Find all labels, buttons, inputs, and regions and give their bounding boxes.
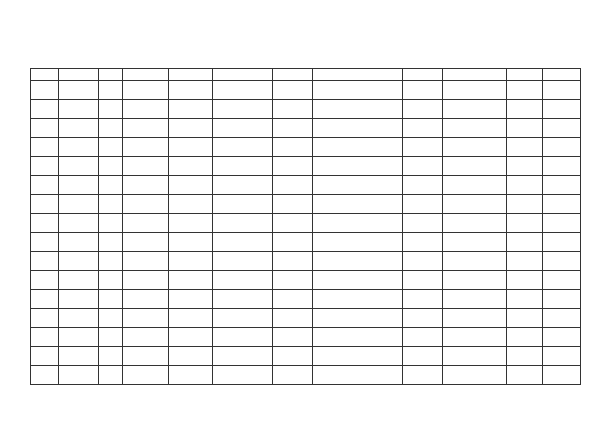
table-cell: [213, 157, 273, 176]
table-cell: [273, 366, 313, 385]
table-cell: [123, 100, 169, 119]
table-cell: [123, 81, 169, 100]
table-cell: [123, 252, 169, 271]
table-row: [31, 366, 581, 385]
column-header: [169, 69, 213, 81]
table-cell: [507, 176, 543, 195]
table-body: [31, 81, 581, 385]
table-cell: [31, 176, 59, 195]
table-cell: [273, 195, 313, 214]
table-cell: [169, 214, 213, 233]
table-cell: [169, 328, 213, 347]
table-cell: [169, 157, 213, 176]
table-row: [31, 347, 581, 366]
table-cell: [31, 252, 59, 271]
table-cell: [169, 309, 213, 328]
table-cell: [213, 309, 273, 328]
table-cell: [403, 138, 443, 157]
table-cell: [443, 100, 507, 119]
table-cell: [313, 157, 403, 176]
table-cell: [507, 366, 543, 385]
table-cell: [31, 366, 59, 385]
table-row: [31, 119, 581, 138]
table-cell: [123, 366, 169, 385]
table-cell: [123, 176, 169, 195]
table-cell: [123, 214, 169, 233]
table-cell: [543, 138, 581, 157]
table-cell: [59, 366, 99, 385]
table-cell: [213, 176, 273, 195]
table-row: [31, 214, 581, 233]
table-cell: [403, 119, 443, 138]
table-cell: [543, 233, 581, 252]
table-cell: [31, 214, 59, 233]
table-cell: [273, 309, 313, 328]
table-cell: [443, 366, 507, 385]
table-cell: [99, 176, 123, 195]
table-cell: [507, 81, 543, 100]
table-cell: [273, 252, 313, 271]
table-cell: [213, 119, 273, 138]
table-cell: [123, 290, 169, 309]
table-cell: [213, 290, 273, 309]
table-cell: [507, 157, 543, 176]
table-cell: [123, 119, 169, 138]
table-cell: [31, 233, 59, 252]
table-cell: [213, 347, 273, 366]
column-header: [443, 69, 507, 81]
table-cell: [31, 157, 59, 176]
table-cell: [273, 233, 313, 252]
table-row: [31, 328, 581, 347]
table-cell: [403, 271, 443, 290]
table-cell: [59, 233, 99, 252]
table-cell: [543, 195, 581, 214]
table-cell: [443, 138, 507, 157]
table-header-row: [31, 69, 581, 81]
table-cell: [443, 328, 507, 347]
table-cell: [59, 252, 99, 271]
table-cell: [99, 233, 123, 252]
table-cell: [123, 195, 169, 214]
table-cell: [123, 271, 169, 290]
table-cell: [31, 81, 59, 100]
table-cell: [99, 328, 123, 347]
table-cell: [169, 271, 213, 290]
table-cell: [403, 347, 443, 366]
table-cell: [213, 214, 273, 233]
table-cell: [169, 195, 213, 214]
table-cell: [99, 214, 123, 233]
table-cell: [507, 119, 543, 138]
case-table: [30, 68, 581, 385]
table-cell: [403, 309, 443, 328]
table-cell: [313, 119, 403, 138]
table-cell: [99, 309, 123, 328]
table-cell: [403, 328, 443, 347]
table-cell: [403, 233, 443, 252]
table-cell: [59, 290, 99, 309]
table-cell: [169, 119, 213, 138]
table-cell: [313, 138, 403, 157]
table-cell: [59, 328, 99, 347]
table-cell: [99, 81, 123, 100]
table-cell: [443, 252, 507, 271]
table-cell: [31, 347, 59, 366]
column-header: [213, 69, 273, 81]
table-cell: [313, 252, 403, 271]
table-cell: [443, 347, 507, 366]
table-cell: [507, 138, 543, 157]
table-cell: [59, 347, 99, 366]
table-cell: [213, 366, 273, 385]
table-cell: [313, 214, 403, 233]
table-cell: [543, 119, 581, 138]
table-cell: [99, 195, 123, 214]
table-cell: [543, 366, 581, 385]
table-cell: [169, 252, 213, 271]
table-cell: [213, 81, 273, 100]
table-cell: [213, 195, 273, 214]
table-row: [31, 233, 581, 252]
table-cell: [31, 119, 59, 138]
table-cell: [169, 100, 213, 119]
table-cell: [313, 81, 403, 100]
column-header: [507, 69, 543, 81]
table-cell: [273, 214, 313, 233]
table-row: [31, 271, 581, 290]
table-cell: [273, 347, 313, 366]
table-cell: [123, 328, 169, 347]
table-cell: [59, 138, 99, 157]
column-header: [99, 69, 123, 81]
table-cell: [169, 347, 213, 366]
table-cell: [507, 214, 543, 233]
table-cell: [507, 233, 543, 252]
table-cell: [507, 252, 543, 271]
table-cell: [99, 347, 123, 366]
table-cell: [273, 290, 313, 309]
table-cell: [213, 271, 273, 290]
table-cell: [99, 119, 123, 138]
table-row: [31, 290, 581, 309]
table-cell: [403, 100, 443, 119]
table-cell: [543, 214, 581, 233]
table-row: [31, 100, 581, 119]
table-cell: [99, 366, 123, 385]
table-cell: [403, 157, 443, 176]
table-cell: [443, 309, 507, 328]
table-cell: [313, 328, 403, 347]
table-cell: [273, 138, 313, 157]
table-cell: [403, 176, 443, 195]
table-cell: [99, 252, 123, 271]
table-cell: [543, 271, 581, 290]
table-row: [31, 309, 581, 328]
table-cell: [313, 290, 403, 309]
table-cell: [31, 328, 59, 347]
column-header: [543, 69, 581, 81]
table-cell: [543, 81, 581, 100]
table-cell: [543, 290, 581, 309]
table-row: [31, 81, 581, 100]
table-cell: [543, 176, 581, 195]
table-cell: [59, 195, 99, 214]
table-cell: [31, 195, 59, 214]
table-cell: [169, 176, 213, 195]
table-cell: [273, 328, 313, 347]
table-cell: [59, 157, 99, 176]
table-cell: [313, 366, 403, 385]
table-cell: [213, 100, 273, 119]
table-cell: [507, 347, 543, 366]
table-cell: [403, 252, 443, 271]
table-cell: [543, 328, 581, 347]
table-row: [31, 138, 581, 157]
table-cell: [169, 366, 213, 385]
table-cell: [543, 309, 581, 328]
table-cell: [313, 233, 403, 252]
table-cell: [507, 309, 543, 328]
table-cell: [273, 100, 313, 119]
table-cell: [59, 176, 99, 195]
table-cell: [313, 100, 403, 119]
table-cell: [443, 290, 507, 309]
table-cell: [403, 81, 443, 100]
table-row: [31, 157, 581, 176]
table-cell: [31, 138, 59, 157]
table-cell: [507, 100, 543, 119]
table-row: [31, 195, 581, 214]
table-row: [31, 252, 581, 271]
table-cell: [313, 195, 403, 214]
table-cell: [273, 119, 313, 138]
table-cell: [507, 328, 543, 347]
column-header: [403, 69, 443, 81]
table-cell: [213, 252, 273, 271]
table-cell: [273, 176, 313, 195]
table-cell: [443, 119, 507, 138]
table-cell: [169, 81, 213, 100]
column-header: [313, 69, 403, 81]
column-header: [273, 69, 313, 81]
table-cell: [123, 309, 169, 328]
table-cell: [59, 100, 99, 119]
table-cell: [443, 176, 507, 195]
table-cell: [99, 100, 123, 119]
table-cell: [273, 157, 313, 176]
table-cell: [313, 271, 403, 290]
table-cell: [403, 290, 443, 309]
column-header: [59, 69, 99, 81]
table-cell: [403, 195, 443, 214]
table-cell: [543, 100, 581, 119]
table-cell: [59, 214, 99, 233]
table-cell: [99, 157, 123, 176]
table-cell: [59, 309, 99, 328]
table-cell: [31, 309, 59, 328]
column-header: [123, 69, 169, 81]
table-cell: [403, 214, 443, 233]
table-cell: [169, 290, 213, 309]
table-cell: [273, 81, 313, 100]
table-cell: [273, 271, 313, 290]
column-header: [31, 69, 59, 81]
table-cell: [31, 271, 59, 290]
table-cell: [543, 252, 581, 271]
table-cell: [443, 214, 507, 233]
table-cell: [443, 271, 507, 290]
table-cell: [99, 290, 123, 309]
table-cell: [313, 309, 403, 328]
table-cell: [123, 347, 169, 366]
table-cell: [213, 328, 273, 347]
table-cell: [169, 138, 213, 157]
table-cell: [99, 138, 123, 157]
table-cell: [59, 81, 99, 100]
table-cell: [123, 157, 169, 176]
table-cell: [213, 138, 273, 157]
table-cell: [443, 157, 507, 176]
table-cell: [59, 119, 99, 138]
table-cell: [123, 233, 169, 252]
table-cell: [31, 290, 59, 309]
table-cell: [99, 271, 123, 290]
table-cell: [443, 195, 507, 214]
table-cell: [313, 347, 403, 366]
table-cell: [213, 233, 273, 252]
table-cell: [123, 138, 169, 157]
table-cell: [543, 157, 581, 176]
table-cell: [443, 81, 507, 100]
table-row: [31, 176, 581, 195]
table-cell: [59, 271, 99, 290]
table-cell: [543, 347, 581, 366]
table-cell: [507, 290, 543, 309]
table-cell: [507, 195, 543, 214]
table-cell: [403, 366, 443, 385]
table-cell: [443, 233, 507, 252]
table-cell: [169, 233, 213, 252]
table-cell: [313, 176, 403, 195]
table-cell: [507, 271, 543, 290]
table-cell: [31, 100, 59, 119]
